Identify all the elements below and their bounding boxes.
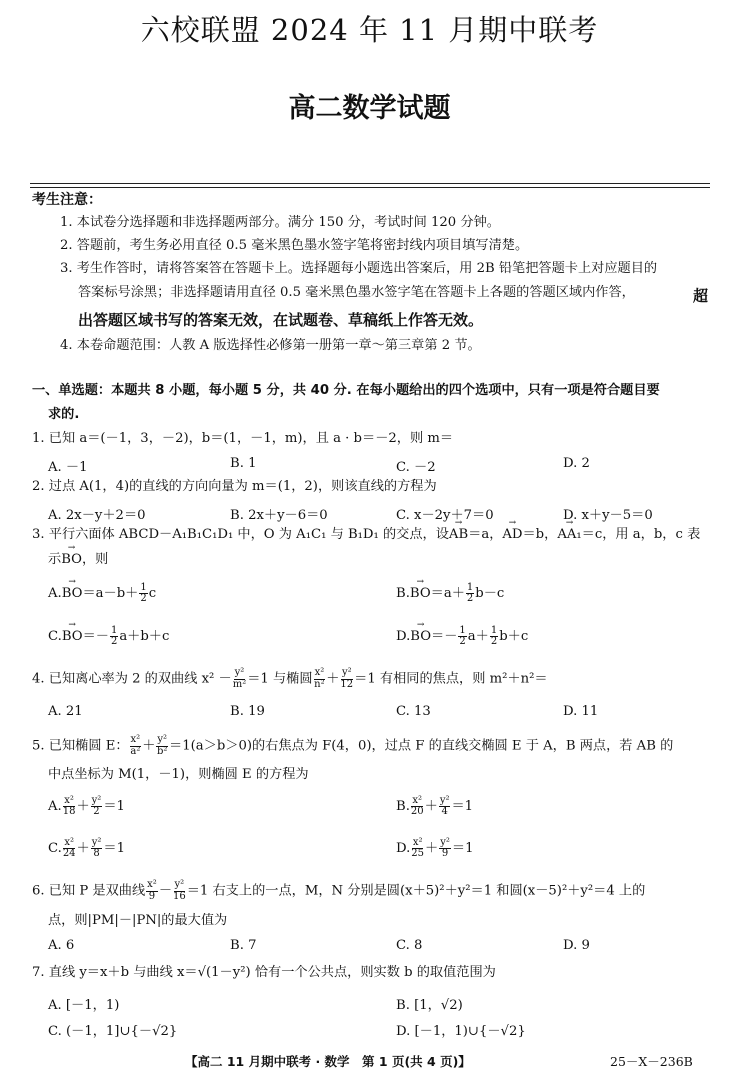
- q3-eq-b: ＝b，: [522, 527, 558, 542]
- q3-eq-c: ＝c，用 a，b，c 表: [581, 527, 701, 542]
- plus: ＋: [425, 841, 439, 856]
- q4-option-d: D. 11: [563, 704, 599, 719]
- q5-a-label: A.: [48, 799, 62, 814]
- q1-option-a: A. －1: [48, 460, 88, 475]
- fraction: $\frac{\text{x²}}{20}$: [410, 794, 424, 817]
- fraction: $\frac{\text{x²}}{\text{n²}}$: [314, 667, 325, 690]
- q3-d-mid: a＋: [467, 629, 489, 644]
- fraction: $\frac{\text{y²}}{9}$: [440, 836, 450, 859]
- equals-one: ＝1: [451, 841, 474, 856]
- q5-c-label: C.: [48, 841, 62, 856]
- header-rule-bottom: [30, 187, 710, 188]
- fraction: $\frac{1}{2}$: [140, 581, 147, 604]
- q3-a-tail: c: [148, 586, 157, 601]
- q2-stem: 2. 过点 A(1，4)的直线的方向向量为 m＝(1，2)，则该直线的方程为: [32, 479, 437, 494]
- notice-item-1: 1. 本试卷分选择题和非选择题两部分。满分 150 分，考试时间 120 分钟。: [60, 215, 500, 230]
- q5-stem: [32, 735, 673, 757]
- q4-text-3: ＋: [326, 671, 340, 687]
- q4-stem: [32, 668, 548, 690]
- q2-option-b: B. 2x＋y－6＝0: [230, 508, 328, 523]
- q3-c-label: C.: [48, 629, 62, 644]
- q5-stem-cont: 中点坐标为 M(1，－1)，则椭圆 E 的方程为: [48, 767, 309, 782]
- equals-one: ＝1: [451, 799, 474, 814]
- q3-stem-cont: [48, 553, 108, 566]
- q3-a-label: A.: [48, 586, 62, 601]
- q5-text-1: 5. 已知椭圆 E：: [32, 738, 129, 754]
- fraction: $\frac{\text{x²}}{25}$: [411, 836, 425, 859]
- vector-aa1: → AA₁: [557, 528, 581, 541]
- q5-text-2: ＋: [142, 738, 156, 754]
- notice-item-3-emph-start: 超: [693, 287, 709, 305]
- q5-text-3: ＝1(a＞b＞0)的右焦点为 F(4，0)，过点 F 的直线交椭圆 E 于 A，B 两点，若 AB 的: [169, 738, 674, 754]
- q6-text-1: 6. 已知 P 是双曲线: [32, 883, 146, 899]
- q3-eq-a: ＝a，: [468, 527, 503, 542]
- q1-option-c: C. －2: [396, 460, 436, 475]
- fraction: $\frac{\text{y²}}{\text{m²}}$: [232, 667, 247, 690]
- q5-b-label: B.: [396, 799, 410, 814]
- notice-item-3: 3. 考生作答时，请将答案答在答题卡上。选择题每小题选出答案后，用 2B 铅笔把答题卡上对应题目的: [60, 261, 658, 276]
- q6-option-b: B. 7: [230, 938, 257, 953]
- q6-stem: [32, 880, 645, 902]
- q1-stem: 1. 已知 a＝(－1，3，－2)，b＝(1，－1，m)，且 a · b＝－2，则 m＝: [32, 431, 454, 446]
- q3-c-expr: ＝－: [82, 629, 109, 644]
- fraction: $\frac{\text{x²}}{9}$: [147, 879, 157, 902]
- q5-option-d: [396, 837, 473, 860]
- q3-option-a: [48, 582, 156, 605]
- paper-code: 25－X－236B: [610, 1054, 693, 1069]
- q3-b-tail: b－c: [475, 586, 505, 601]
- vector-ab: → AB: [449, 528, 468, 541]
- fraction: $\frac{\text{x²}}{18}$: [62, 794, 76, 817]
- q2-option-d: D. x＋y－5＝0: [563, 508, 653, 523]
- q1-option-d: D. 2: [563, 456, 590, 471]
- notice-item-2: 2. 答题前，考生务必用直径 0.5 毫米黑色墨水签字笔将密封线内项目填写清楚。: [60, 238, 529, 253]
- q3-b-expr: ＝a＋: [430, 586, 465, 601]
- vector-bo: → BO: [410, 586, 431, 601]
- q4-text-4: ＝1 有相同的焦点，则 m²＋n²＝: [354, 671, 548, 687]
- vector-bo: → BO: [61, 553, 82, 566]
- q3-d-label: D.: [396, 629, 411, 644]
- fraction: $\frac{\text{y²}}{8}$: [91, 836, 102, 859]
- q6-text-2: －: [158, 883, 172, 899]
- header-rule-top: [30, 183, 710, 184]
- notice-item-3-cont: 答案标号涂黑；非选择题请用直径 0.5 毫米黑色墨水签字笔在答题卡上各题的答题区域内作答，: [78, 285, 635, 300]
- fraction: $\frac{\text{x²}}{24}$: [62, 836, 76, 859]
- q3-stem2-post: ，则: [81, 552, 109, 567]
- q4-text-1: 4. 已知离心率为 2 的双曲线 x² －: [32, 671, 232, 687]
- fraction: $\frac{1}{2}$: [110, 624, 118, 647]
- q5-option-a: [48, 795, 125, 818]
- q5-option-b: [396, 795, 473, 818]
- q3-c-tail: a＋b＋c: [119, 629, 170, 644]
- q6-option-a: A. 6: [48, 938, 75, 953]
- q3-stem: [32, 528, 700, 541]
- q7-stem: 7. 直线 y＝x＋b 与曲线 x＝√(1－y²) 恰有一个公共点，则实数 b 的取值范围为: [32, 965, 496, 980]
- q4-text-2: ＝1 与椭圆: [247, 671, 313, 687]
- section-heading-cont: 求的.: [48, 407, 80, 422]
- q6-option-c: C. 8: [396, 938, 423, 953]
- fraction: $\frac{\text{y²}}{12}$: [340, 667, 354, 690]
- equals-one: ＝1: [103, 799, 125, 814]
- q3-d-expr: ＝－: [431, 629, 458, 644]
- plus: ＋: [76, 799, 90, 814]
- vector-bo: → BO: [62, 629, 83, 644]
- plus: ＋: [76, 841, 90, 856]
- fraction: $\frac{\text{y²}}{16}$: [173, 879, 186, 902]
- q5-d-label: D.: [396, 841, 411, 856]
- q7-option-b: B. [1，√2): [396, 998, 463, 1013]
- q4-option-c: C. 13: [396, 704, 431, 719]
- fraction: $\frac{\text{y²}}{\text{b²}}$: [157, 734, 168, 757]
- page-footer: 【高二 11 月期中联考 · 数学 第 1 页(共 4 页)】: [185, 1054, 471, 1069]
- plus: ＋: [424, 799, 438, 814]
- q2-option-a: A. 2x－y＋2＝0: [48, 508, 146, 523]
- q5-option-c: [48, 837, 125, 860]
- q1-option-b: B. 1: [230, 456, 257, 471]
- exam-subtitle: 高二数学试题: [288, 93, 451, 124]
- equals-one: ＝1: [103, 841, 125, 856]
- fraction: $\frac{1}{2}$: [490, 624, 498, 647]
- q4-option-a: A. 21: [48, 704, 83, 719]
- q3-d-tail: b＋c: [499, 629, 529, 644]
- q6-option-d: D. 9: [563, 938, 590, 953]
- notice-item-3-emphasis: 出答题区域书写的答案无效，在试题卷、草稿纸上作答无效。: [78, 311, 484, 329]
- vector-bo: → BO: [410, 629, 431, 644]
- q4-option-b: B. 19: [230, 704, 265, 719]
- notice-heading: 考生注意：: [32, 192, 102, 208]
- vector-bo: → BO: [62, 586, 83, 601]
- q7-option-a: A. [－1，1): [48, 998, 120, 1013]
- exam-title: 六校联盟 2024 年 11 月期中联考: [140, 13, 599, 47]
- q7-option-c: C. (－1，1]∪{－√2}: [48, 1024, 178, 1039]
- q3-stem2-pre: 示: [48, 552, 62, 567]
- fraction: $\frac{1}{2}$: [459, 624, 466, 647]
- q3-option-d: [396, 625, 528, 648]
- fraction: $\frac{\text{x²}}{\text{a²}}$: [130, 734, 141, 757]
- fraction: $\frac{\text{y²}}{2}$: [91, 794, 102, 817]
- section-heading: 一、单选题：本题共 8 小题，每小题 5 分，共 40 分. 在每小题给出的四个选项中，只有一项是符合题目要: [32, 383, 660, 398]
- q2-option-c: C. x－2y＋7＝0: [396, 508, 494, 523]
- q3-a-expr: ＝a－b＋: [82, 586, 139, 601]
- q6-text-3: ＝1 右支上的一点，M，N 分别是圆(x＋5)²＋y²＝1 和圆(x－5)²＋y²＝4 上的: [186, 883, 646, 899]
- q3-b-label: B.: [396, 586, 410, 601]
- q3-option-b: [396, 582, 504, 605]
- q6-stem-cont: 点，则|PM|－|PN|的最大值为: [48, 913, 228, 928]
- vector-ad: → AD: [502, 528, 522, 541]
- q3-option-c: [48, 625, 169, 648]
- q7-option-d: D. [－1，1)∪{－√2}: [396, 1024, 526, 1039]
- q3-stem-text: 3. 平行六面体 ABCD－A₁B₁C₁D₁ 中，O 为 A₁C₁ 与 B₁D₁ 的交点，设: [32, 527, 449, 542]
- fraction: $\frac{1}{2}$: [466, 581, 474, 604]
- notice-item-4: 4. 本卷命题范围：人教 A 版选择性必修第一册第一章～第三章第 2 节。: [60, 338, 481, 353]
- fraction: $\frac{\text{y²}}{4}$: [439, 794, 450, 817]
